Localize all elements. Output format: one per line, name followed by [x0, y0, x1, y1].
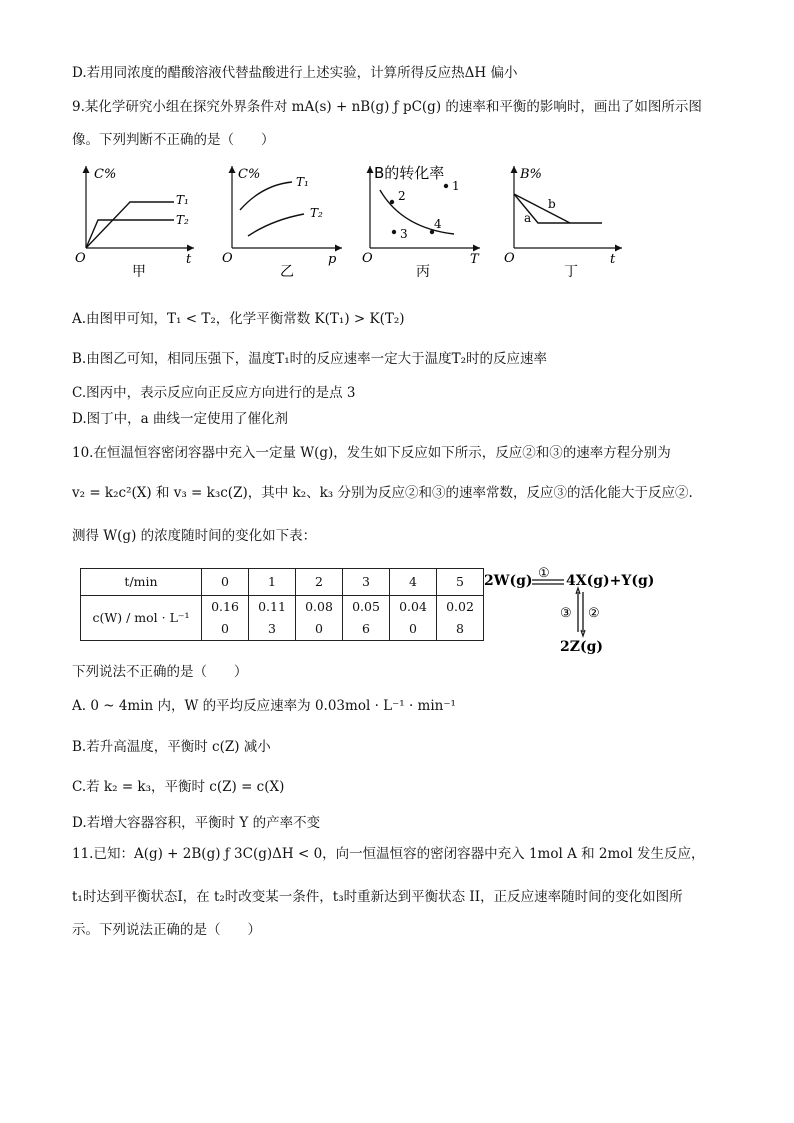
table-value-cell [296, 596, 343, 641]
graph-jia-t1: T₁ [176, 193, 189, 207]
table-value-cell [390, 596, 437, 641]
q9-stem-2: 像。下列判断不正确的是（ ） [72, 132, 275, 148]
graph-jia-caption: 甲 [132, 264, 146, 280]
graph-bing-p4: 4 [434, 217, 442, 231]
q9-option-b: B.由图乙可知，相同压强下，温度T₁时的反应速率一定大于温度T₂时的反应速率 [72, 351, 548, 367]
table-value-cell [202, 596, 249, 641]
reaction-scheme [480, 560, 655, 660]
graph-bing-xlabel: T [470, 252, 479, 267]
graph-jia-t2: T₂ [176, 213, 189, 227]
value-bottom: 0 [221, 621, 229, 636]
q10-stem-1: 10.在恒温恒容密闭容器中充入一定量 W(g)，发生如下反应如下所示，反应②和③的速率方程分别为 [72, 445, 671, 461]
table-row [81, 596, 484, 641]
graph-bing-caption: 丙 [416, 264, 430, 280]
graph-jia-xlabel: t [186, 252, 192, 267]
q9-option-d: D.图丁中，a 曲线一定使用了催化剂 [72, 411, 288, 427]
graph-ding-b: b [548, 197, 556, 211]
scheme-step2: ② [588, 606, 600, 621]
table-value-cell [437, 596, 484, 641]
q9-option-a: A.由图甲可知，T₁ < T₂，化学平衡常数 K(T₁) > K(T₂) [72, 311, 405, 327]
scheme-product1: 4X(g)+Y(g) [566, 573, 655, 589]
graph-yi [222, 160, 352, 280]
table-time-cell: 2 [296, 569, 343, 596]
graph-ding [502, 160, 632, 280]
q9-stem-1: 9.某化学研究小组在探究外界条件对 mA(s) + nB(g) ƒ pC(g) 的速率和平衡的影响时，画出了如图所示图 [72, 99, 702, 115]
graph-bing [362, 160, 492, 280]
q11-stem-2: t₁时达到平衡状态Ⅰ，在 t₂时改变某一条件，t₃时重新达到平衡状态 II，正反应速率随时间的变化如图所 [72, 889, 683, 905]
scheme-product2: 2Z(g) [560, 639, 603, 655]
table-time-cell: 3 [343, 569, 390, 596]
graph-ding-caption: 丁 [564, 264, 578, 280]
table-row-label: c(W) / mol · L⁻¹ [81, 596, 202, 641]
value-bottom: 6 [362, 621, 370, 636]
q11-stem-1: 11.已知：A(g) + 2B(g) ƒ 3C(g)ΔH < 0，向一恒温恒容的密闭容器中充入 1mol A 和 2mol 发生反应， [72, 846, 705, 862]
value-bottom: 0 [409, 621, 417, 636]
q8-option-d: D.若用同浓度的醋酸溶液代替盐酸进行上述实验，计算所得反应热ΔH 偏小 [72, 65, 518, 81]
table-time-cell: 0 [202, 569, 249, 596]
value-top: 0.08 [305, 599, 333, 614]
table-value-cell [249, 596, 296, 641]
table-header-row [81, 569, 484, 596]
value-top: 0.11 [258, 599, 286, 614]
graph-bing-p1: 1 [452, 179, 460, 193]
graph-ding-origin: O [504, 251, 515, 266]
graph-ding-xlabel: t [610, 252, 616, 267]
q11-stem-3: 示。下列说法正确的是（ ） [72, 922, 261, 938]
graph-yi-caption: 乙 [280, 264, 294, 280]
graph-yi-t1: T₁ [296, 175, 309, 189]
scheme-step3: ③ [560, 606, 572, 621]
q10-option-d: D.若增大容器容积，平衡时 Y 的产率不变 [72, 815, 321, 831]
graph-jia-ylabel: C% [94, 167, 117, 182]
value-top: 0.02 [446, 599, 474, 614]
value-top: 0.05 [352, 599, 380, 614]
graph-yi-origin: O [222, 251, 233, 266]
table-header-label: t/min [81, 569, 202, 596]
scheme-reactant: 2W(g) [484, 573, 533, 589]
value-bottom: 0 [315, 621, 323, 636]
q9-option-c: C.图丙中，表示反应向正反应方向进行的是点 3 [72, 385, 356, 401]
q10-stem-2: v₂ = k₂c²(X) 和 v₃ = k₃c(Z)，其中 k₂、k₃ 分别为反应②和③的速率常数，反应③的活化能大于反应②. [72, 485, 693, 501]
q10-option-b: B.若升高温度，平衡时 c(Z) 减小 [72, 739, 271, 755]
value-top: 0.16 [211, 599, 239, 614]
graph-ding-a: a [524, 211, 532, 225]
graph-yi-t2: T₂ [310, 206, 323, 220]
value-top: 0.04 [399, 599, 427, 614]
q10-stem-3: 测得 W(g) 的浓度随时间的变化如下表： [72, 528, 317, 544]
graph-bing-origin: O [362, 251, 373, 266]
graph-ding-ylabel: B% [520, 167, 542, 182]
concentration-table [80, 568, 484, 641]
graph-bing-ylabel: B的转化率 [374, 164, 445, 182]
table-time-cell: 5 [437, 569, 484, 596]
table-value-cell [343, 596, 390, 641]
graph-bing-p3: 3 [400, 227, 408, 241]
table-time-cell: 1 [249, 569, 296, 596]
graph-jia-origin: O [75, 251, 86, 266]
q10-option-a: A. 0 ~ 4min 内，W 的平均反应速率为 0.03mol · L⁻¹ · min⁻¹ [72, 698, 456, 714]
q10-question: 下列说法不正确的是（ ） [72, 664, 248, 680]
table-time-cell: 4 [390, 569, 437, 596]
graph-yi-ylabel: C% [238, 167, 261, 182]
value-bottom: 3 [268, 621, 276, 636]
graph-jia [72, 160, 202, 280]
graph-bing-p2: 2 [398, 189, 406, 203]
graph-yi-xlabel: p [328, 252, 337, 267]
scheme-step1: ① [538, 566, 550, 581]
value-bottom: 8 [456, 621, 464, 636]
q10-option-c: C.若 k₂ = k₃，平衡时 c(Z) = c(X) [72, 779, 285, 795]
